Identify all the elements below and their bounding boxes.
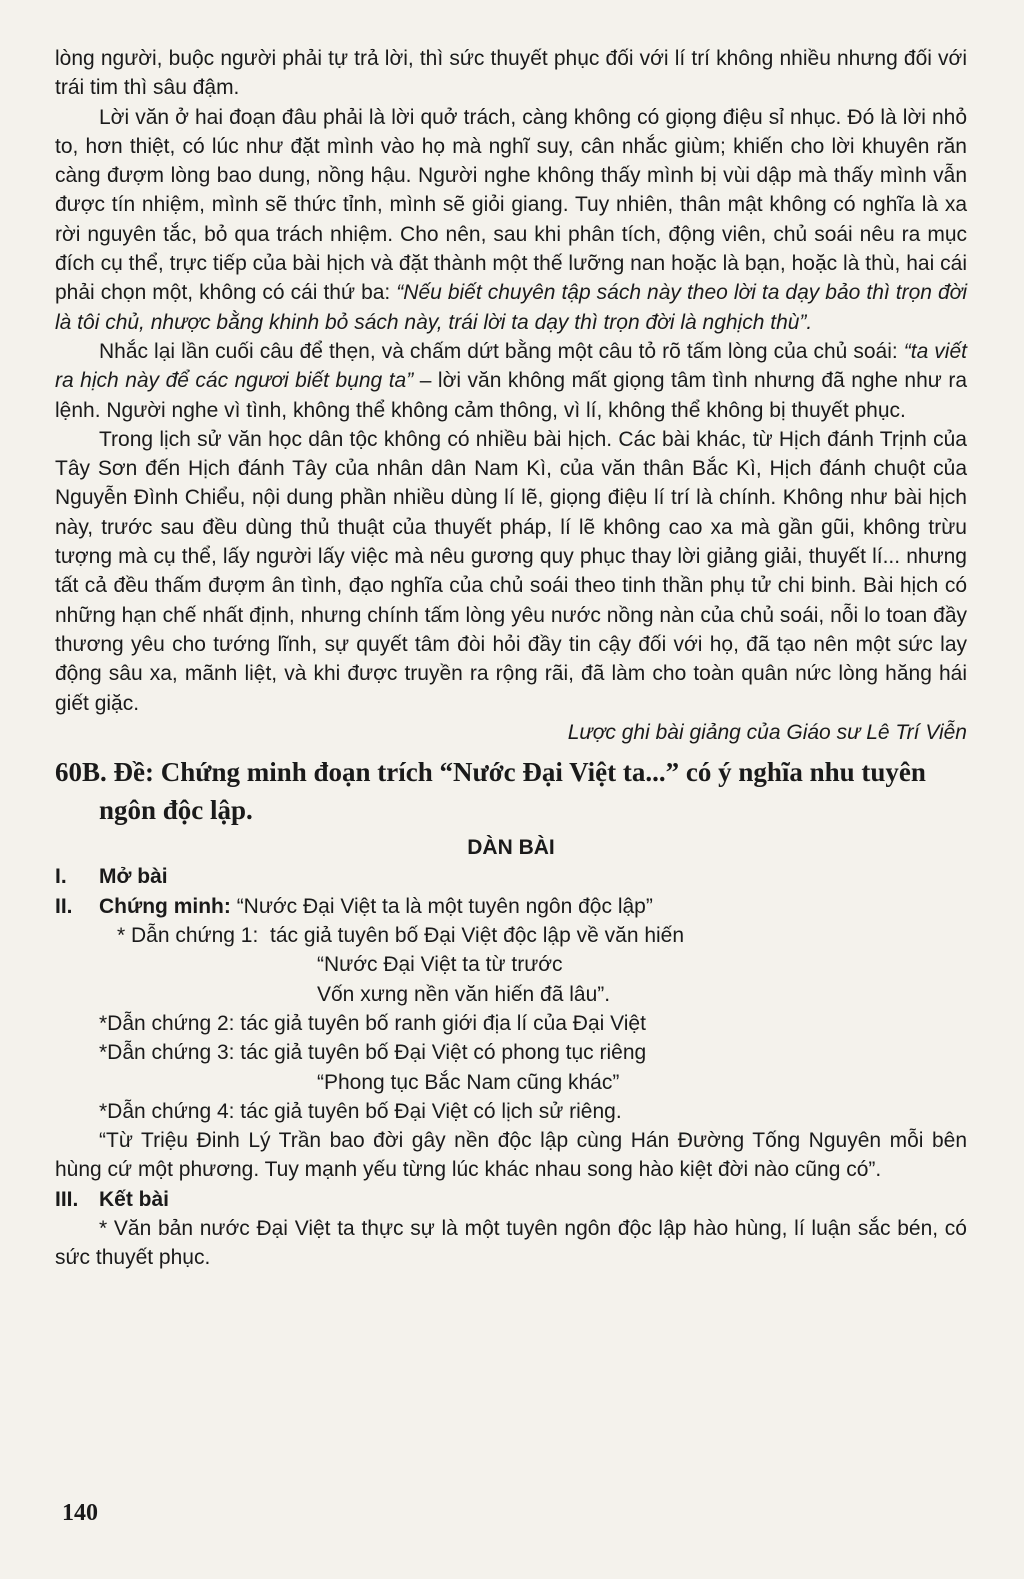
evidence-2: *Dẫn chứng 2: tác giả tuyên bố ranh giới địa lí của Đại Việt <box>99 1011 646 1035</box>
evidence-4-quote: “Từ Triệu Đinh Lý Trần bao đời gây nền độc lập cùng Hán Đường Tống Nguyên mỗi bên hùng cứ một phương. Tuy mạnh yếu từng lúc khác nhau song hào kiệt đời nào cũng có”. <box>55 1129 967 1182</box>
page-content <box>55 44 967 1273</box>
paragraph-3-text: Nhắc lại lần cuối câu để thẹn, và chấm dứt bằng một câu tỏ rõ tấm lòng của chủ soái: <box>99 339 898 363</box>
outline-ii-number: II. <box>55 894 73 918</box>
outline-item-i <box>55 862 967 891</box>
outline-i-label: Mở bài <box>99 865 168 889</box>
evidence-1: * Dẫn chứng 1: tác giả tuyên bố Đại Việt độc lập về văn hiến <box>117 924 685 948</box>
outline-heading: DÀN BÀI <box>467 836 555 860</box>
paragraph-1: lòng người, buộc người phải tự trả lời, thì sức thuyết phục đối với lí trí không nhiều nhưng đối với trái tim thì sâu đậm. <box>55 47 967 100</box>
evidence-1-quote-1: “Nước Đại Việt ta từ trước <box>317 953 563 977</box>
paragraph-3-rest: – lời văn không mất giọng tâm tình nhưng đã nghe như ra lệnh. Người nghe vì tình, không thể không cảm thông, vì lí, không thể không bị thuyết phục. <box>55 369 968 422</box>
outline-iii-label: Kết bài <box>99 1187 170 1211</box>
signature: Lược ghi bài giảng của Giáo sư Lê Trí Viễn <box>567 720 967 744</box>
paragraph-2-text: Lời văn ở hai đoạn đâu phải là lời quở trách, càng không có giọng điệu sỉ nhục. Đó là lời nhỏ to, hơn thiệt, có lúc như đặt mình vào họ mà nghĩ suy, cân nhắc giùm; khiến cho lời khuyên răn càng đượm lòng bao dung, nồng hậu. Người nghe không thấy mình bị vùi dập mà thấy mình vẫn được tín nhiệm, mình sẽ thức tỉnh, mình sẽ giỏi giang. Tuy nhiên, thân mật không có nghĩa là xa rời nguyên tắc, bỏ qua trách nhiệm. Cho nên, sau khi phân tích, động viên, chủ soái nêu ra mục đích cụ thể, trực tiếp của bài hịch và đặt thành một thế lưỡng nan hoặc là bạn, hoặc là thù, hai cái phải chọn một, không có cái thứ ba: <box>55 105 967 305</box>
outline-item-iii <box>55 1185 967 1214</box>
evidence-3-quote: “Phong tục Bắc Nam cũng khác” <box>317 1070 620 1094</box>
evidence-3: *Dẫn chứng 3: tác giả tuyên bố Đại Việt có phong tục riêng <box>99 1041 647 1065</box>
paragraph-4: Trong lịch sử văn học dân tộc không có nhiều bài hịch. Các bài khác, từ Hịch đánh Trịnh của Tây Sơn đến Hịch đánh Tây của nhân dân Nam Kì, của văn thân Bắc Kì, Hịch đánh chuột của Nguyễn Đình Chiểu, nội dung phần nhiều dùng lí lẽ, giọng điệu lí trí là chính. Không như bài hịch này, trước sau đều dùng thủ thuật của thuyết pháp, lí lẽ không cao xa mà gần gũi, không trừu tượng mà cụ thể, lấy người lấy việc mà nêu gương quy phục thay lời giảng giải, thuyết lí... nhưng tất cả đều thấm đượm ân tình, đạo nghĩa của chủ soái theo tinh thần phụ tử chi binh. Bài hịch có những hạn chế nhất định, nhưng chính tấm lòng yêu nước nồng nàn của chủ soái, nỗi lo toan đầy thương yêu cho tướng lĩnh, sự quyết tâm đòi hỏi đầy tin cậy đối với họ, đã tạo nên một sức lay động sâu xa, mãnh liệt, và khi được truyền ra rộng rãi, đã làm cho toàn quân nức lòng hăng hái giết giặc. <box>55 427 967 715</box>
paragraph-3-quote: “ta viết ra hịch này để các ngươi biết bụng ta” <box>55 339 967 393</box>
paragraph-2 <box>55 103 967 337</box>
outline-i-number: I. <box>55 865 67 889</box>
paragraph-3 <box>55 337 967 425</box>
section-title: 60B. Đề: Chứng minh đoạn trích “Nước Đại Việt ta...” có ý nghĩa nhu tuyên ngôn độc lập. <box>55 757 926 826</box>
evidence-1-quote-2: Vốn xưng nền văn hiến đã lâu”. <box>317 982 611 1006</box>
evidence-4: *Dẫn chứng 4: tác giả tuyên bố Đại Việt có lịch sử riêng. <box>99 1099 622 1123</box>
paragraph-2-quote: “Nếu biết chuyên tập sách này theo lời ta dạy bảo thì trọn đời là tôi chủ, nhược bằng khinh bỏ sách này, trái lời ta dạy thì trọn đời là nghịch thù”. <box>55 281 967 334</box>
outline-item-ii <box>55 892 967 921</box>
conclusion: * Văn bản nước Đại Việt ta thực sự là một tuyên ngôn độc lập hào hùng, lí luận sắc bén, có sức thuyết phục. <box>55 1216 967 1270</box>
page-number: 140 <box>62 1500 98 1526</box>
outline-ii-label: Chứng minh: <box>99 894 231 918</box>
outline-iii-number: III. <box>55 1187 79 1211</box>
outline-ii-text: “Nước Đại Việt ta là một tuyên ngôn độc lập” <box>230 894 653 918</box>
